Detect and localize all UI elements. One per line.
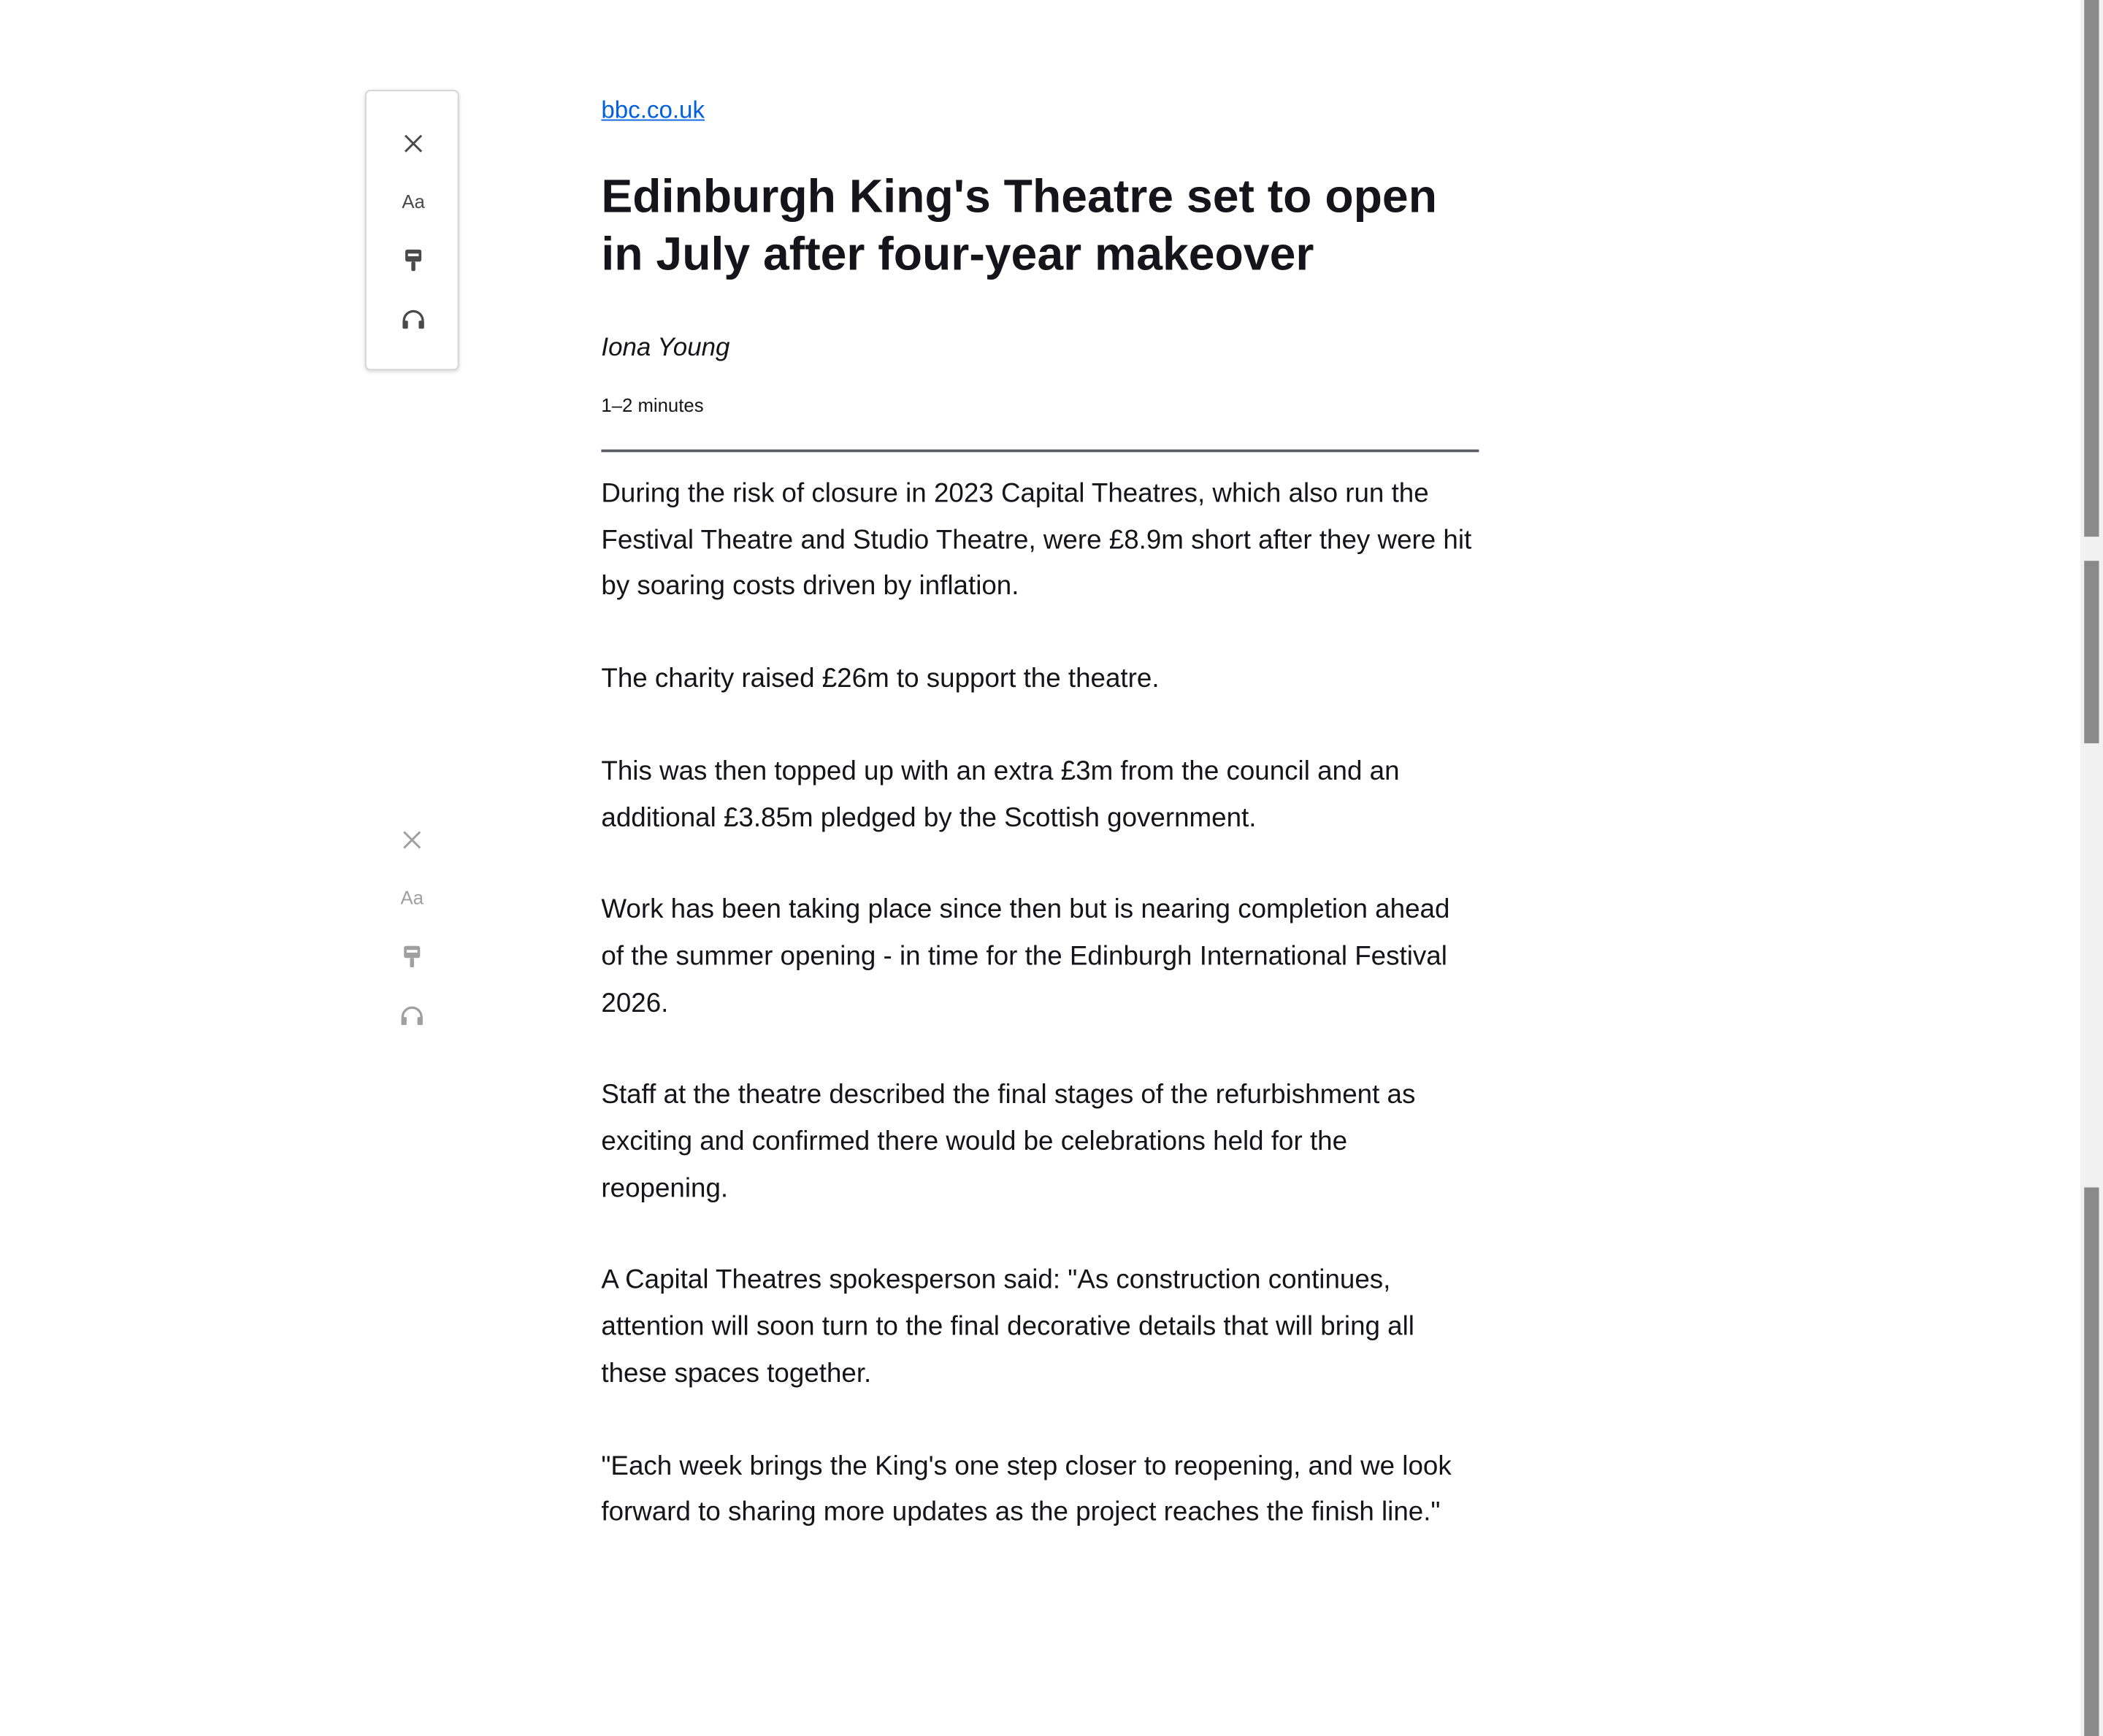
article-byline: Iona Young (601, 334, 730, 363)
article-paragraph: Staff at the theatre described the final stages of the refurbishment as exciting and confirmed there would be celebrations held for the reopening. (601, 1080, 1416, 1204)
article-container (601, 94, 1479, 1537)
listen-button-faded[interactable] (365, 989, 459, 1043)
theme-button-faded[interactable] (365, 930, 459, 984)
close-reader-button-faded[interactable] (365, 813, 459, 867)
reader-toolbar (365, 90, 459, 370)
paint-roller-icon (402, 945, 423, 969)
article-paragraph: This was then topped up with an extra £3m from the council and an additional £3.85m pledged by the Scottish government. (601, 756, 1400, 833)
listen-button[interactable] (367, 293, 461, 347)
article-paragraph: The charity raised £26m to support the theatre. (601, 664, 1160, 694)
close-reader-button[interactable] (367, 117, 461, 171)
vertical-scrollbar-thumb[interactable] (2084, 0, 2099, 537)
headphones-icon (400, 1005, 424, 1026)
header-divider (601, 450, 1479, 453)
article-paragraph: During the risk of closure in 2023 Capital Theatres, which also run the Festival Theatre and Studio Theatre, were £8.9m short after they were hit by soaring costs driven by inflation. (601, 479, 1472, 602)
reading-time: 1–2 minutes (601, 394, 704, 416)
reader-toolbar-faded (365, 788, 459, 1068)
type-controls-button[interactable] (367, 174, 461, 228)
article-domain-link[interactable]: bbc.co.uk (601, 96, 705, 124)
close-icon (402, 133, 424, 154)
close-icon (402, 829, 423, 850)
article-title: Edinburgh King's Theatre set to open in July after four-year makeover (601, 170, 1438, 281)
vertical-scrollbar-thumb-segment[interactable] (2084, 1188, 2099, 1736)
article-paragraph: Work has been taking place since then but is nearing completion ahead of the summer opening - in time for the Edinburgh International Festival 2026. (601, 895, 1450, 1018)
article-paragraph: "Each week brings the King's one step closer to reopening, and we look forward to sharing more updates as the project reaches the finish line." (601, 1451, 1452, 1527)
type-controls-label: Aa (402, 190, 425, 212)
theme-button[interactable] (367, 234, 461, 288)
article-paragraph: A Capital Theatres spokesperson said: "As construction continues, attention will soon turn to the final decorative details that will bring all these spaces together. (601, 1265, 1414, 1389)
vertical-scrollbar-thumb-segment[interactable] (2084, 561, 2099, 743)
type-controls-button-faded[interactable] (365, 871, 459, 925)
paint-roller-icon (402, 248, 424, 272)
type-controls-label: Aa (400, 886, 424, 909)
article-body (601, 471, 1479, 1536)
headphones-icon (402, 309, 426, 330)
